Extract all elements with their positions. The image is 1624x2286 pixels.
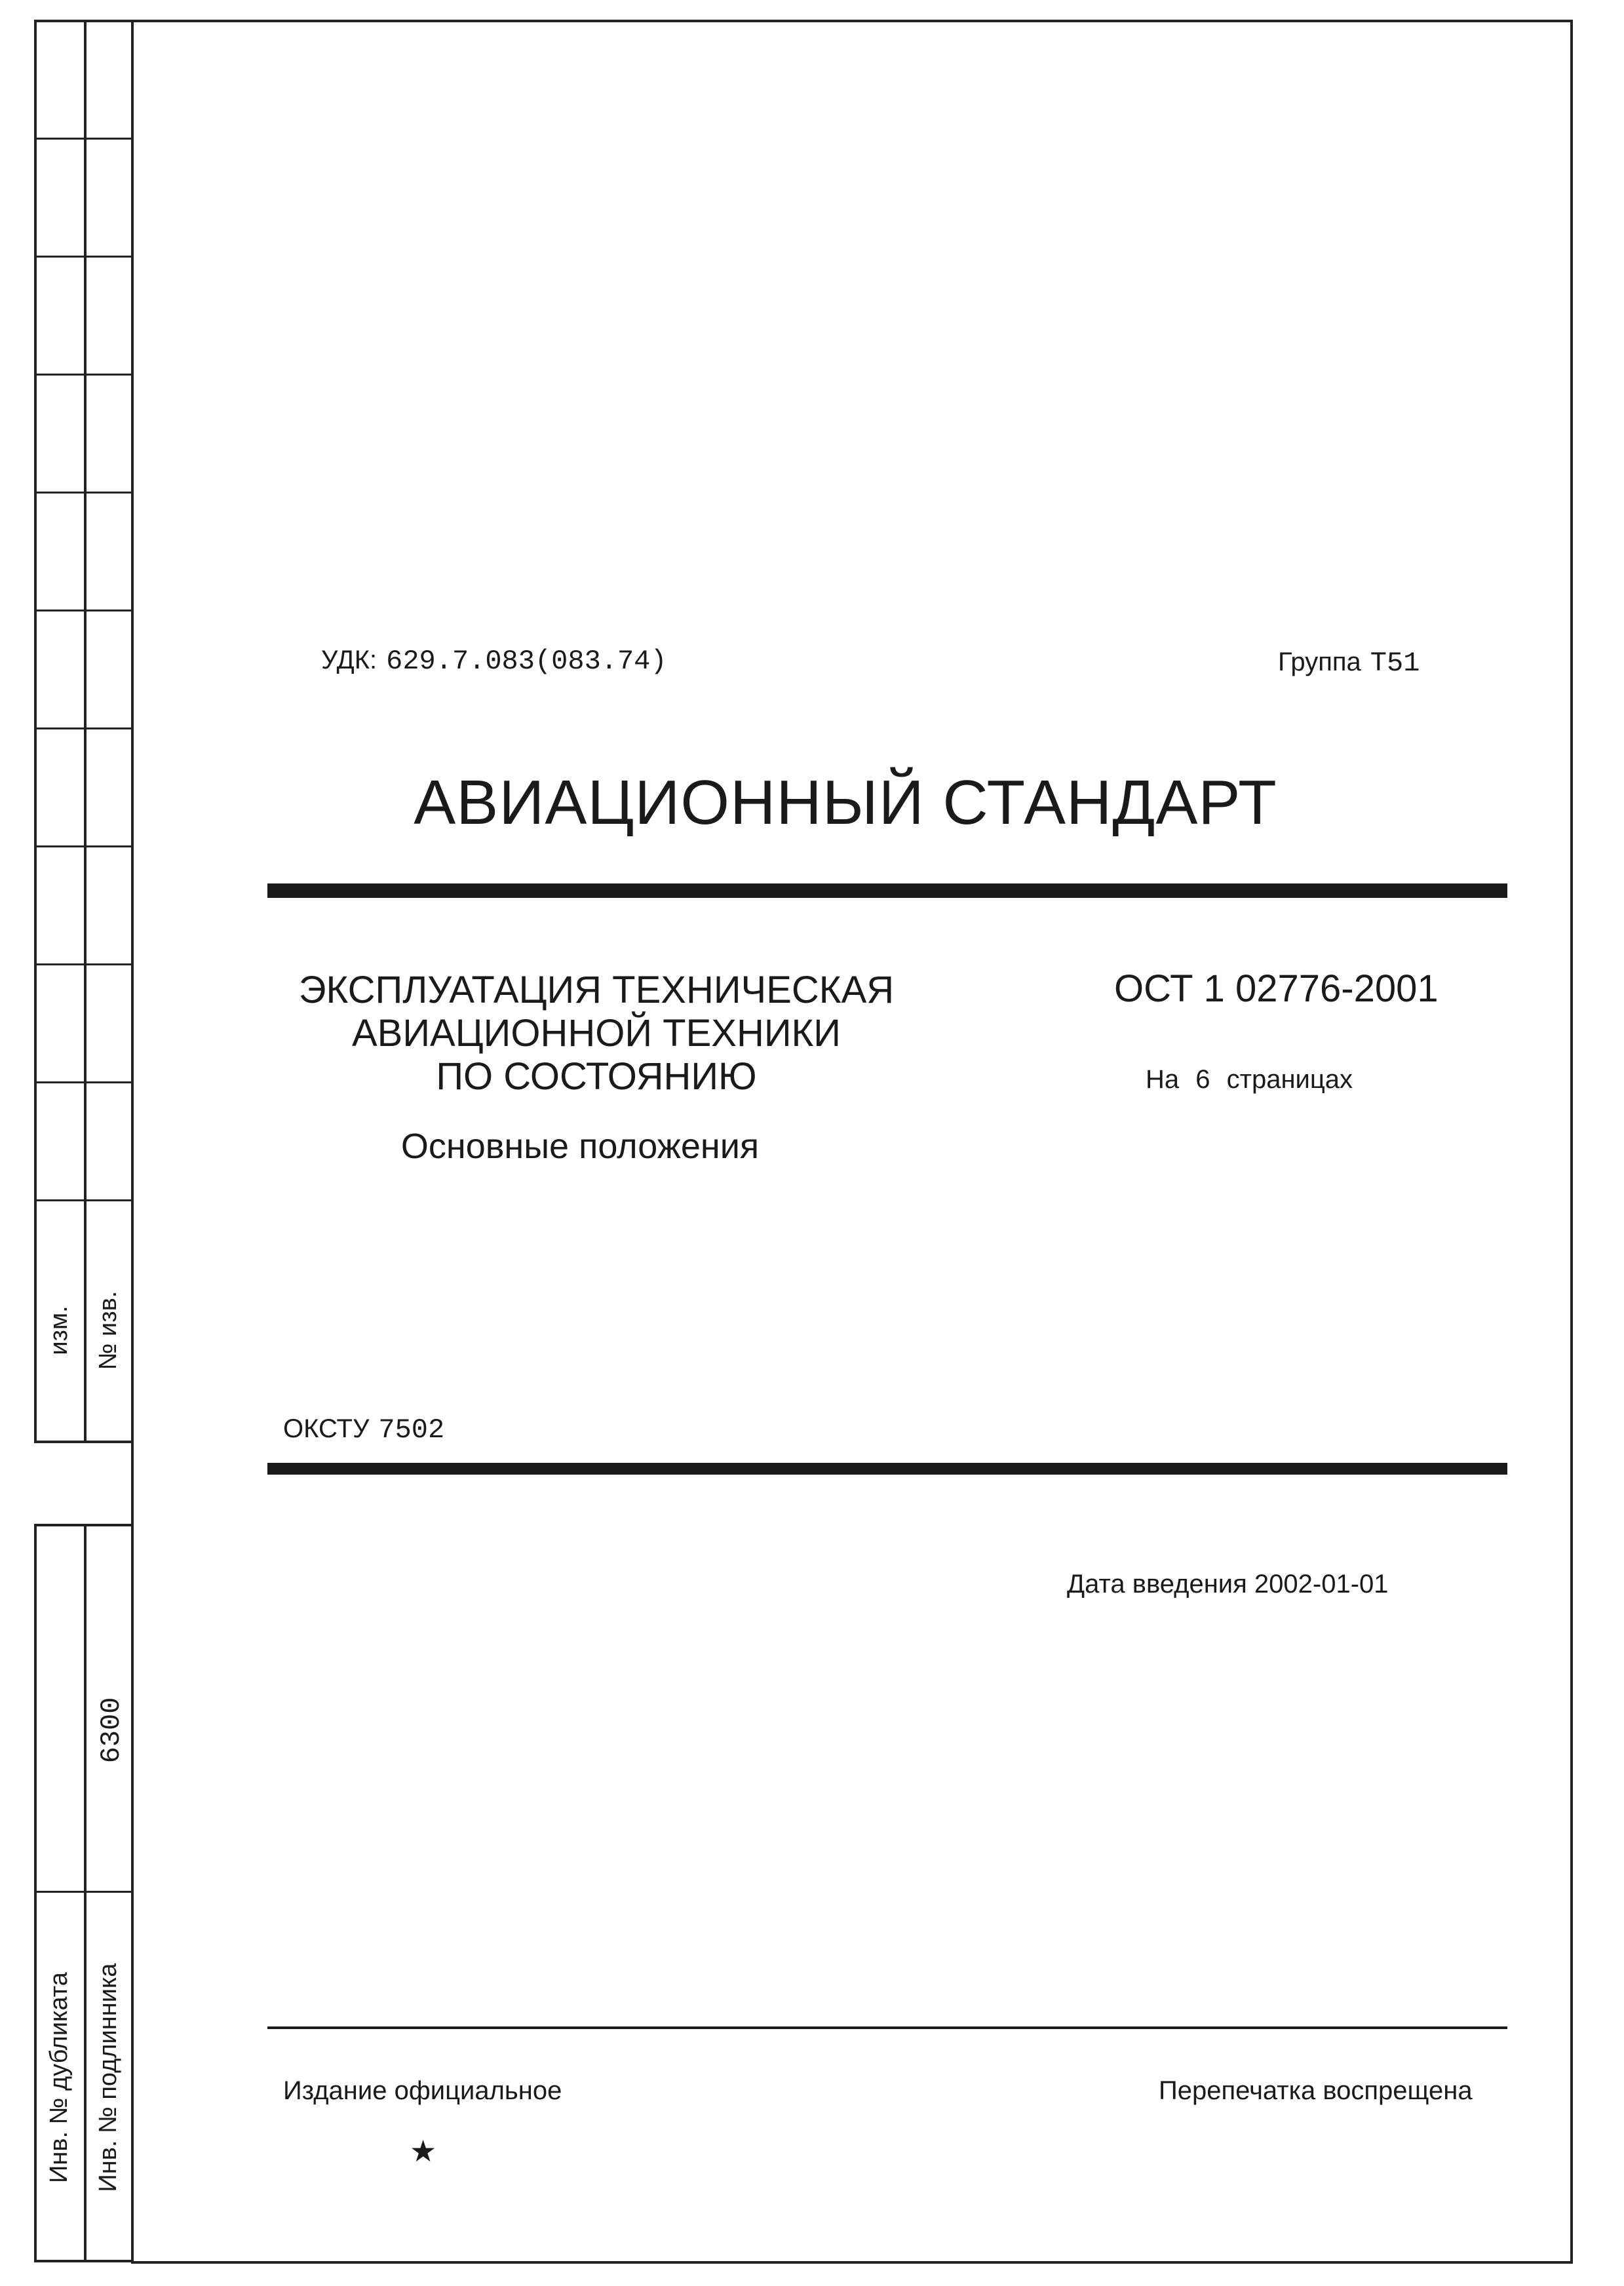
title-line-1: ЭКСПЛУАТАЦИЯ ТЕХНИЧЕСКАЯ xyxy=(298,969,895,1011)
standard-title: АВИАЦИОННЫЙ СТАНДАРТ xyxy=(414,767,1277,838)
group-label: Группа xyxy=(1278,648,1361,676)
izm-label: изм. xyxy=(45,1306,73,1355)
okstu-rule xyxy=(267,1463,1507,1475)
standard-designation: ОСТ 1 02776-2001 xyxy=(1114,967,1439,1010)
pages-count: 6 xyxy=(1195,1065,1210,1094)
title-line-3: ПО СОСТОЯНИЮ xyxy=(436,1055,757,1098)
title-line-2: АВИАЦИОННОЙ ТЕХНИКИ xyxy=(352,1012,841,1055)
star-icon: ★ xyxy=(410,2134,437,2168)
okstu-code: 7502 xyxy=(378,1414,445,1446)
pages-prefix: На xyxy=(1146,1065,1180,1094)
okstu-label: ОКСТУ xyxy=(283,1414,370,1443)
document-title xyxy=(269,969,924,1098)
footer-rule xyxy=(267,2026,1507,2029)
no-izv-label: № изв. xyxy=(94,1290,122,1370)
pages-suffix: страницах xyxy=(1226,1065,1353,1094)
group xyxy=(1278,648,1420,679)
title-rule xyxy=(267,883,1507,898)
udk-label: УДК: xyxy=(321,646,377,674)
reprint-note: Перепечатка воспрещена xyxy=(1159,2076,1473,2105)
inv-dublikata-label: Инв. № дубликата xyxy=(45,1972,73,2183)
udk xyxy=(321,646,667,677)
edition-note: Издание официальное xyxy=(283,2076,562,2105)
document-subtitle: Основные положения xyxy=(400,1127,760,1166)
udk-code: 629.7.083(083.74) xyxy=(386,646,667,677)
page-count xyxy=(1146,1065,1353,1095)
inv-podlinnika-label: Инв. № подлинника xyxy=(94,1963,122,2192)
introduction-date: Дата введения 2002-01-01 xyxy=(1067,1570,1389,1598)
inv-podlinnika-value: 6300 xyxy=(96,1697,127,1764)
okstu xyxy=(283,1414,444,1446)
group-code: Т51 xyxy=(1370,648,1420,679)
